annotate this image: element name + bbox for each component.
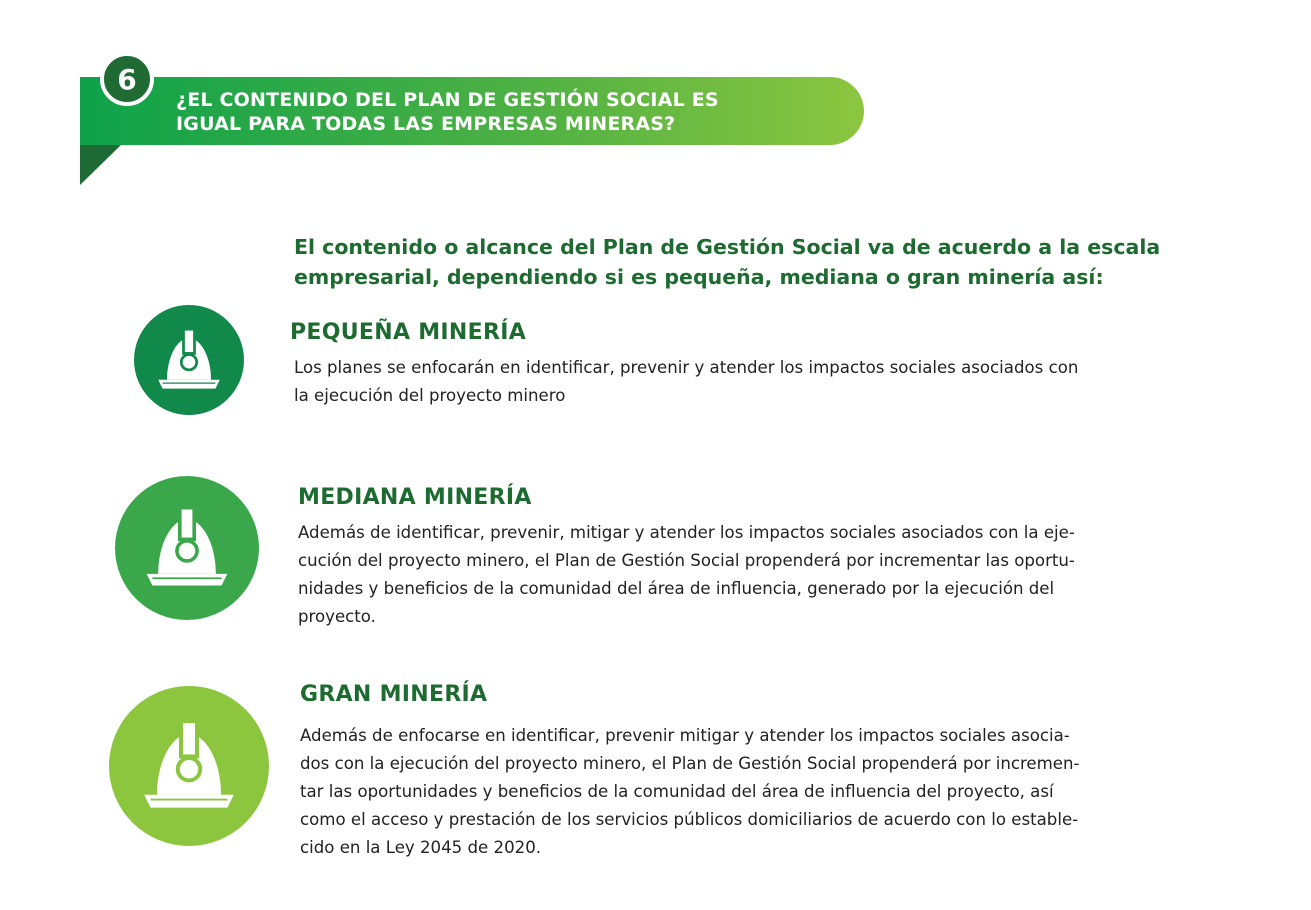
medium-mining-line: proyecto. xyxy=(298,607,376,626)
small-mining-title: PEQUEÑA MINERÍA xyxy=(290,320,527,345)
question-number: 6 xyxy=(117,62,137,96)
medium-mining-text xyxy=(298,519,1075,631)
hard-hat-icon xyxy=(134,305,244,415)
medium-mining-title: MEDIANA MINERÍA xyxy=(298,485,532,510)
medium-mining-line: nidades y beneficios de la comunidad del área de influencia, generado por la ejecución del xyxy=(298,579,1055,598)
large-mining-line: Además de enfocarse en identificar, prevenir mitigar y atender los impactos sociales asocia- xyxy=(300,726,1070,745)
intro-line2: empresarial, dependiendo si es pequeña, mediana o gran minería así: xyxy=(294,265,1104,289)
question-title-line1: ¿EL CONTENIDO DEL PLAN DE GESTIÓN SOCIAL ES xyxy=(176,89,719,111)
small-mining-line: la ejecución del proyecto minero xyxy=(294,386,566,405)
large-mining-title: GRAN MINERÍA xyxy=(300,682,488,707)
large-mining-icon-circle xyxy=(109,686,269,846)
medium-mining-icon-circle xyxy=(115,476,259,620)
question-title xyxy=(176,88,856,136)
large-mining-line: tar las oportunidades y beneficios de la comunidad del área de influencia del proyecto, así xyxy=(300,782,1054,801)
small-mining-line: Los planes se enfocarán en identificar, prevenir y atender los impactos sociales asociados con xyxy=(294,358,1079,377)
question-title-line2: IGUAL PARA TODAS LAS EMPRESAS MINERAS? xyxy=(176,113,676,135)
hard-hat-icon xyxy=(115,476,259,620)
hard-hat-icon xyxy=(109,686,269,846)
large-mining-line: cido en la Ley 2045 de 2020. xyxy=(300,838,542,857)
banner-fold xyxy=(80,145,121,185)
question-number-badge xyxy=(100,52,154,106)
large-mining-text xyxy=(300,722,1080,862)
small-mining-text xyxy=(294,354,1078,410)
medium-mining-line: cución del proyecto minero, el Plan de Gestión Social propenderá por incrementar las oportu- xyxy=(298,551,1075,570)
small-mining-icon-circle xyxy=(134,305,244,415)
large-mining-line: como el acceso y prestación de los servicios públicos domiciliarios de acuerdo con lo estable- xyxy=(300,810,1079,829)
large-mining-line: dos con la ejecución del proyecto minero, el Plan de Gestión Social propenderá por incremen- xyxy=(300,754,1080,773)
intro-text xyxy=(294,232,1264,292)
medium-mining-line: Además de identificar, prevenir, mitigar y atender los impactos sociales asociados con la eje- xyxy=(298,523,1075,542)
intro-line1: El contenido o alcance del Plan de Gestión Social va de acuerdo a la escala xyxy=(294,235,1161,259)
